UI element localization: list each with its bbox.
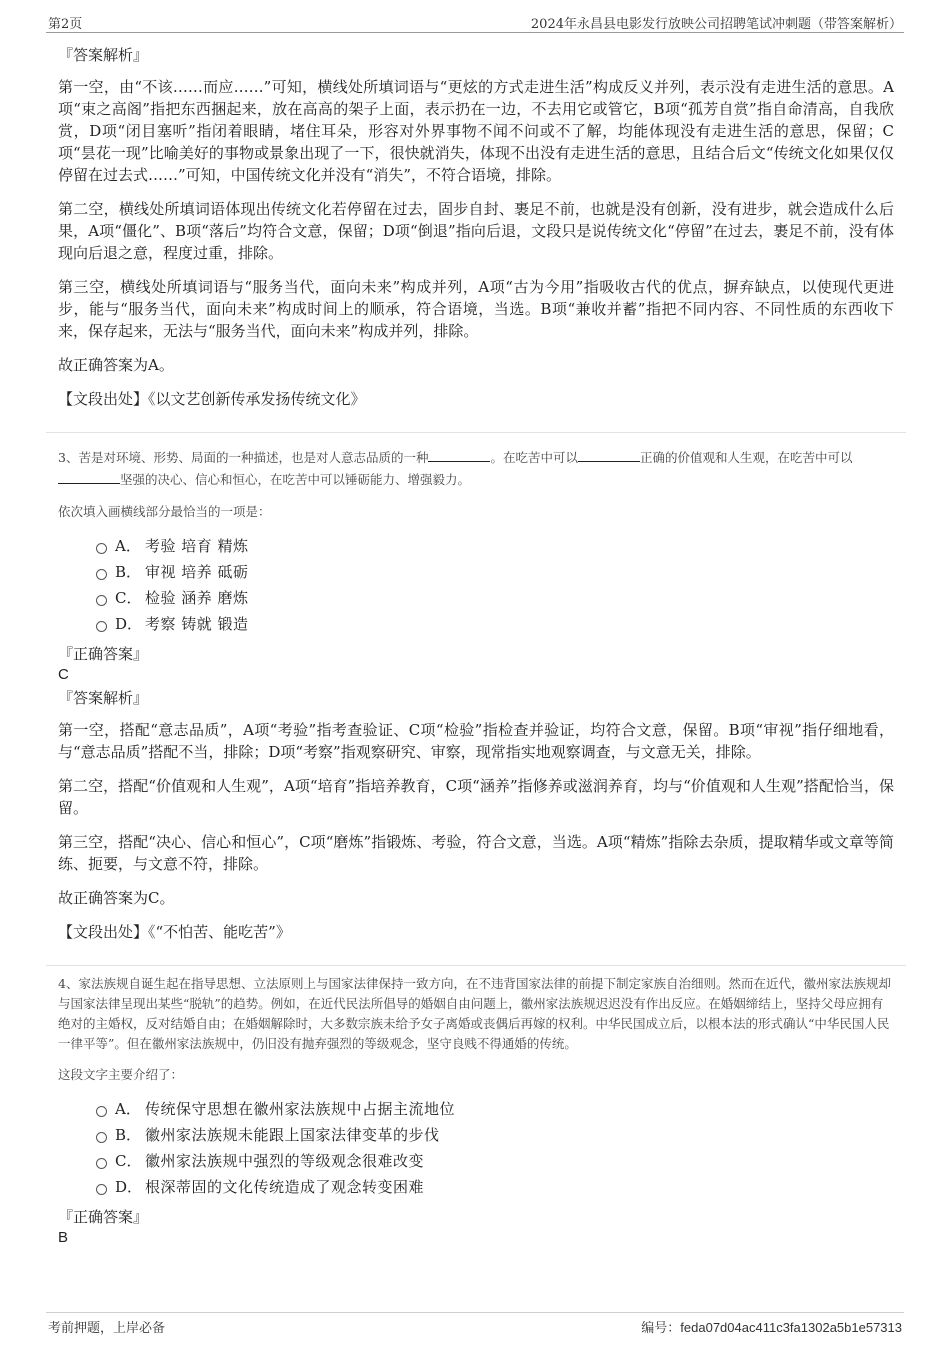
q3-stem-part: 。在吃苦中可以 — [490, 450, 578, 465]
q3-analysis-para: 第一空，搭配“意志品质”，A项“考验”指考查验证、C项“检验”指检查并验证，均符合文意，保留。B项“审视”指仔细地看，与“意志品质”搭配不当，排除；D项“考察”指观察研究、审察，现常指实地观察调查，与文意无关，排除。 — [58, 721, 894, 761]
divider — [46, 965, 906, 966]
q2-analysis-tag: 『答案解析』 — [58, 46, 149, 64]
q4-option-d[interactable] — [96, 1174, 894, 1200]
option-text: 传统保守思想在徽州家法族规中占据主流地位 — [145, 1100, 456, 1118]
option-text: 徽州家法族规中强烈的等级观念很难改变 — [145, 1152, 425, 1170]
q3-answer: C — [58, 666, 69, 683]
q4-option-b[interactable] — [96, 1122, 894, 1148]
option-text: 根深蒂固的文化传统造成了观念转变困难 — [145, 1178, 425, 1196]
page-header — [46, 10, 904, 33]
q3-option-c[interactable] — [96, 585, 894, 611]
footer-code-value: feda07d04ac411c3fa1302a5b1e57313 — [680, 1320, 902, 1335]
option-text: 考验 培育 精炼 — [145, 537, 249, 555]
option-letter: B． — [115, 563, 142, 581]
radio-icon[interactable] — [96, 621, 107, 632]
q3-analysis-para: 第二空，搭配“价值观和人生观”，A项“培育”指培养教育，C项“涵养”指修养或滋润养育，均与“价值观和人生观”搭配恰当，保留。 — [58, 777, 894, 817]
page-footer — [46, 1312, 904, 1337]
blank-1 — [428, 447, 490, 462]
radio-icon[interactable] — [96, 1158, 107, 1169]
q3-stem-part: 坚强的决心、信心和恒心，在吃苦中可以锤砺能力、增强毅力。 — [120, 472, 471, 487]
option-letter: C． — [115, 589, 142, 607]
radio-icon[interactable] — [96, 1184, 107, 1195]
footer-slogan: 考前押题，上岸必备 — [48, 1321, 166, 1336]
q3-prompt: 依次填入画横线部分最恰当的一项是： — [58, 504, 271, 519]
page-content — [58, 40, 894, 1262]
option-text: 考察 铸就 锻造 — [145, 615, 249, 633]
radio-icon[interactable] — [96, 1132, 107, 1143]
option-letter: D． — [115, 1178, 143, 1196]
q2-analysis-para: 第三空，横线处所填词语与“服务当代，面向未来”构成并列，A项“古为今用”指吸收古代的优点，摒弃缺点，以使现代更进步，能与“服务当代，面向未来”构成时间上的顺承，符合语境，当选。B项“兼收并蓄”指把不同内容、不同性质的东西收下来，保存起来，无法与“服务当代，面向未来”构成并列，排除。 — [58, 278, 894, 340]
radio-icon[interactable] — [96, 543, 107, 554]
divider — [46, 432, 906, 433]
footer-code — [641, 1317, 902, 1336]
q2-source: 【文段出处】《以文艺创新传承发扬传统文化》 — [58, 390, 366, 408]
q2-analysis-para: 第二空，横线处所填词语体现出传统文化若停留在过去，固步自封、裹足不前，也就是没有创新，没有进步，就会造成什么后果，A项“僵化”、B项“落后”均符合文意，保留；D项“倒退”指向后退，文段只是说传统文化“停留”在过去，裹足不前，没有体现向后退之意，程度过重，排除。 — [58, 200, 894, 262]
option-text: 徽州家法族规未能跟上国家法律变革的步伐 — [145, 1126, 440, 1144]
q4-answer-tag: 『正确答案』 — [58, 1208, 149, 1226]
q4-options — [96, 1096, 894, 1200]
option-text: 检验 涵养 磨炼 — [145, 589, 249, 607]
option-letter: B． — [115, 1126, 142, 1144]
q3-answer-tag: 『正确答案』 — [58, 645, 149, 663]
option-letter: A． — [115, 537, 141, 555]
footer-code-label: 编号： — [641, 1321, 681, 1336]
q3-conclusion: 故正确答案为C。 — [58, 889, 175, 907]
q4-prompt: 这段文字主要介绍了： — [58, 1067, 184, 1082]
q4-stem: 4、家法族规自诞生起在指导思想、立法原则上与国家法律保持一致方向，在不违背国家法律的前提下制定家族自治细则。然而在近代，徽州家法族规却与国家法律呈现出某些“脱轨”的趋势。例如，在近代民法所倡导的婚姻自由问题上，徽州家法族规迟迟没有作出反应。在婚姻缔结上，坚持父母应拥有绝对的主婚权，反对结婚自由；在婚姻解除时，大多数宗族未给予女子离婚或丧偶后再嫁的权利。中华民国成立后，以根本法的形式确认“中华民国人民一律平等”。但在徽州家法族规中，仍旧没有抛弃强烈的等级观念，坚守良贱不得通婚的传统。 — [58, 976, 891, 1051]
q3-option-a[interactable] — [96, 533, 894, 559]
radio-icon[interactable] — [96, 569, 107, 580]
q3-source: 【文段出处】《“不怕苦、能吃苦”》 — [58, 923, 291, 941]
page-number: 第2页 — [48, 17, 83, 32]
q3-option-b[interactable] — [96, 559, 894, 585]
q2-conclusion: 故正确答案为A。 — [58, 356, 174, 374]
q3-analysis-para: 第三空，搭配“决心、信心和恒心”，C项“磨炼”指锻炼、考验，符合文意，当选。A项“精炼”指除去杂质，提取精华或文章等简练、扼要，与文意不符，排除。 — [58, 833, 894, 873]
q4-option-c[interactable] — [96, 1148, 894, 1174]
option-letter: C． — [115, 1152, 142, 1170]
blank-3 — [58, 469, 120, 484]
option-text: 审视 培养 砥砺 — [145, 563, 249, 581]
blank-2 — [578, 447, 640, 462]
q4-option-a[interactable] — [96, 1096, 894, 1122]
q3-stem-part: 正确的价值观和人生观，在吃苦中可以 — [639, 450, 853, 465]
option-letter: A． — [115, 1100, 141, 1118]
q3-option-d[interactable] — [96, 611, 894, 637]
q4-answer: B — [58, 1229, 69, 1246]
q3-stem — [58, 447, 894, 491]
q2-analysis-para: 第一空，由“不该……而应……”可知，横线处所填词语与“更炫的方式走进生活”构成反义并列，表示没有走进生活的意思。A项“束之高阁”指把东西捆起来，放在高高的架子上面，表示扔在一边，不去用它或管它，B项“孤芳自赏”指自命清高，自我欣赏，D项“闭目塞听”指闭着眼睛，堵住耳朵，形容对外界事物不闻不问或不了解，均能体现没有走进生活的意思，保留；C项“昙花一现”比喻美好的事物或景象出现了一下，很快就消失，体现不出没有走进生活的意思，且结合后文“传统文化如果仅仅停留在过去式……”可知，中国传统文化并没有“消失”，不符合语境，排除。 — [58, 78, 894, 184]
q3-stem-part: 3、苦是对环境、形势、局面的一种描述，也是对人意志品质的一种 — [58, 450, 429, 465]
radio-icon[interactable] — [96, 1106, 107, 1117]
radio-icon[interactable] — [96, 595, 107, 606]
q3-options — [96, 533, 894, 637]
option-letter: D． — [115, 615, 143, 633]
q3-analysis-tag: 『答案解析』 — [58, 689, 149, 707]
document-title: 2024年永昌县电影发行放映公司招聘笔试冲刺题（带答案解析） — [530, 17, 902, 32]
